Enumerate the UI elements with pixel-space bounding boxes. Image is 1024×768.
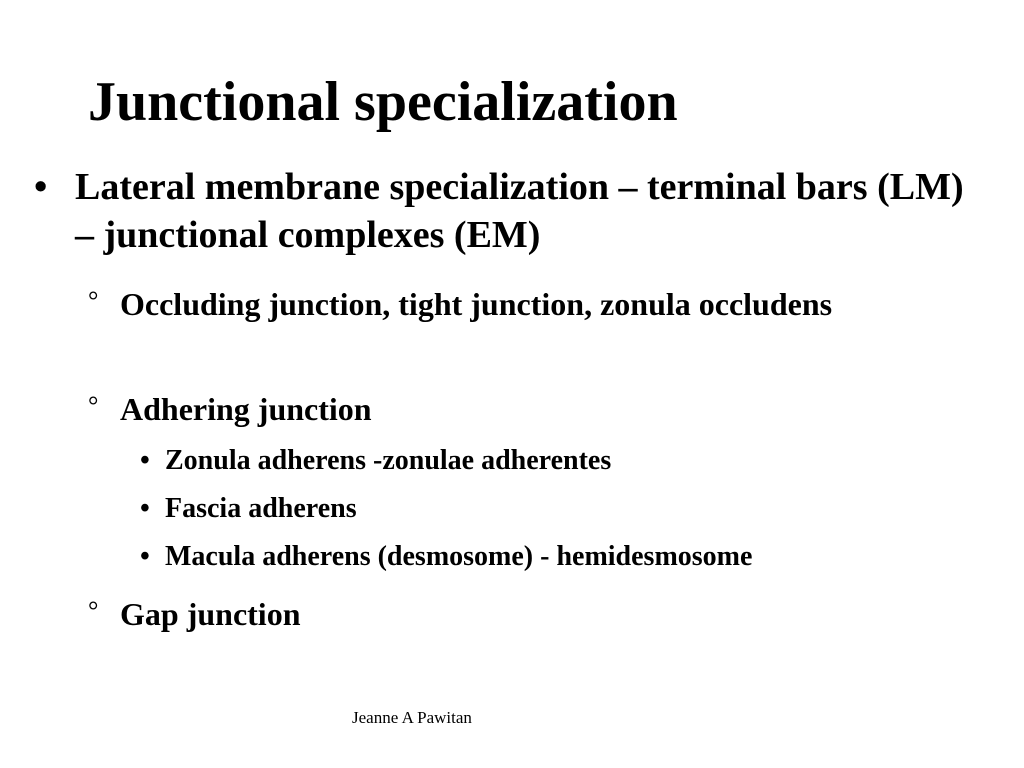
sub-bullet-occluding-junction (0, 281, 1024, 373)
sub-sub-bullet-text: Fascia adherens (165, 493, 357, 524)
sub-sub-bullet-macula-adherens (0, 540, 1024, 574)
sub-bullet-text: Occluding junction, tight junction, zonula occludens (120, 286, 833, 322)
sub-sub-bullet-text: Macula adherens (desmosome) - hemidesmosome (165, 541, 753, 572)
sub-bullet-marker: ° (88, 596, 99, 625)
sub-sub-bullet-fascia-adherens (0, 492, 1024, 526)
sub-sub-bullet-marker: • (140, 493, 150, 524)
sub-sub-bullet-text: Zonula adherens -zonulae adherentes (165, 445, 612, 476)
slide-footer-author: Jeanne A Pawitan (352, 708, 472, 727)
sub-sub-bullet-zonula-adherens (0, 444, 1024, 478)
sub-sub-bullet-marker: • (140, 445, 150, 476)
bullet-marker: • (34, 166, 48, 208)
sub-bullet-marker: ° (88, 286, 99, 315)
sub-bullet-text: Gap junction (120, 596, 301, 632)
slide-title: Junctional specialization (88, 71, 678, 133)
sub-sub-bullet-marker: • (140, 541, 150, 572)
sub-bullet-adhering-junction (0, 386, 1024, 432)
bullet-text: Lateral membrane specialization – terminal bars (LM) – junctional complexes (EM) (75, 166, 964, 256)
sub-bullet-gap-junction (0, 591, 1024, 637)
sub-bullet-text: Adhering junction (120, 391, 372, 427)
sub-bullet-marker: ° (88, 391, 99, 420)
bullet-lateral-membrane (0, 163, 1024, 263)
